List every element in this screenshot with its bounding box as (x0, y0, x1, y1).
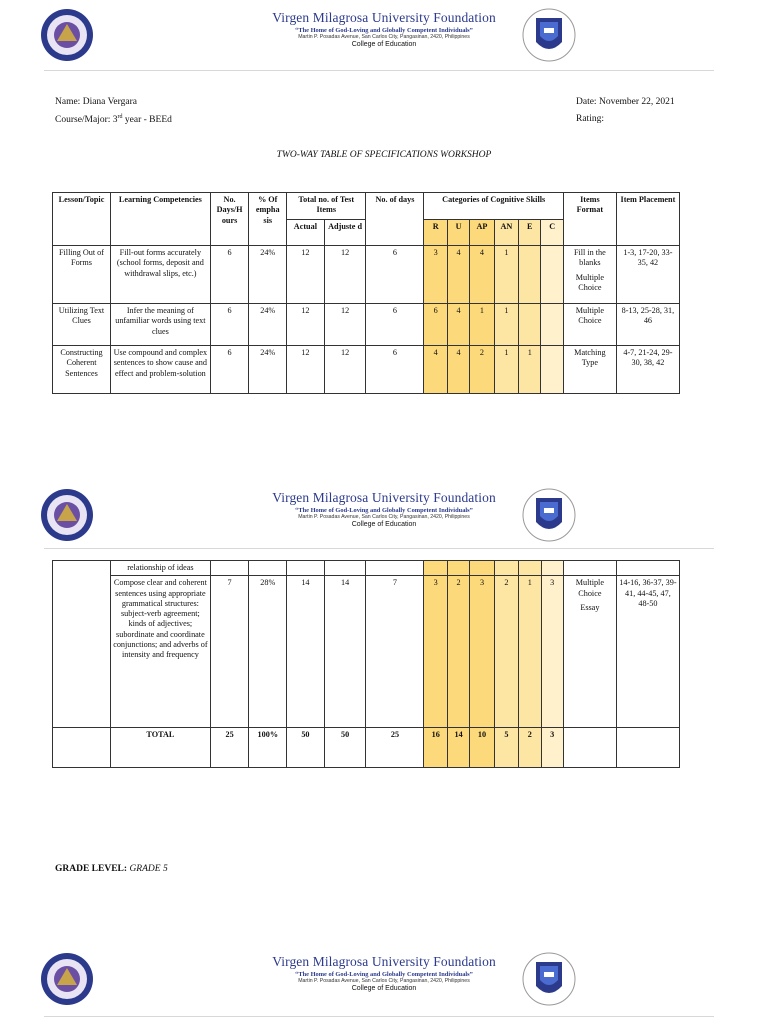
header-no-days: No. of days (366, 193, 424, 246)
student-name: Diana Vergara (82, 97, 137, 107)
college-name: College of Education (351, 985, 417, 992)
college-seal-icon (522, 486, 576, 544)
grade-level: GRADE LEVEL: GRADE 5 (55, 864, 168, 874)
header-skill-ap: AP (470, 220, 494, 246)
date-line: Date: November 22, 2021 (576, 97, 675, 107)
header-skill-u: U (447, 220, 469, 246)
header-competencies: Learning Competencies (111, 193, 211, 246)
specification-table-page1 (52, 192, 680, 394)
header-categories: Categories of Cognitive Skills (424, 193, 563, 220)
college-name: College of Education (351, 41, 417, 48)
header-adjusted: Adjuste d (324, 220, 366, 246)
university-address: Martin P. Posadas Avenue, San Carlos City, Pangasinan, 2420, Philippines (298, 514, 470, 520)
name-line: Name: Diana Vergara (55, 97, 137, 107)
total-label: TOTAL (111, 728, 211, 768)
college-seal-icon (522, 950, 576, 1008)
header-divider (44, 548, 714, 549)
total-row: TOTAL 25 100% 50 50 25 16 14 10 5 2 3 (53, 728, 680, 768)
page-header-3 (0, 944, 768, 1014)
header-total-items: Total no. of Test Items (287, 193, 366, 220)
header-skill-c: C (541, 220, 563, 246)
header-divider (44, 1016, 714, 1017)
university-motto: “The Home of God-Loving and Globally Competent Individuals” (295, 507, 473, 514)
page-header-1 (0, 0, 768, 70)
university-address: Martin P. Posadas Avenue, San Carlos City, Pangasinan, 2420, Philippines (298, 978, 470, 984)
document-title: TWO-WAY TABLE OF SPECIFICATIONS WORKSHOP (276, 150, 492, 160)
university-motto: “The Home of God-Loving and Globally Competent Individuals” (295, 971, 473, 978)
specification-table-page2 (52, 560, 680, 768)
date-value: November 22, 2021 (598, 97, 675, 107)
table-row: Filling Out of Forms Fill-out forms accurately (school forms, deposit and withdrawal slips, etc.) 6 24% 12 12 6 3 4 4 1 Fill in the blanks Multiple Choice 1-3, 17-20, 33-35, 42 (53, 246, 680, 304)
header-format: Items Format (563, 193, 616, 246)
header-skill-r: R (424, 220, 447, 246)
header-divider (44, 70, 714, 71)
header-skill-an: AN (494, 220, 518, 246)
table-row: Constructing Coherent Sentences Use compound and complex sentences to show cause and effect and problem-solution 6 24% 12 12 6 4 4 2 1 1 Matching Type 4-7, 21-24, 29-30, 38, 42 (53, 346, 680, 394)
table-row: relationship of ideas (53, 561, 680, 576)
header-skill-e: E (519, 220, 541, 246)
header-days-hours: No. Days/H ours (210, 193, 249, 246)
university-name: Virgen Milagrosa University Foundation (272, 490, 496, 505)
university-motto: “The Home of God-Loving and Globally Competent Individuals” (295, 27, 473, 34)
table-row: Compose clear and coherent sentences using appropriate grammatical structures: subject-verb agreement; kinds of adjectives; subordinate and coordinate conjunctions; and adverbs of intensity and frequency 7 28% 14 14 7 3 2 3 2 1 3 Multiple Choice Essay 14-16, 36-37, 39-41, 44-45, 47, 48-50 (53, 576, 680, 728)
page-header-2 (0, 480, 768, 550)
university-address: Martin P. Posadas Avenue, San Carlos City, Pangasinan, 2420, Philippines (298, 34, 470, 40)
grade-value: GRADE 5 (129, 864, 168, 874)
university-name: Virgen Milagrosa University Foundation (272, 954, 496, 969)
university-seal-icon (40, 8, 94, 62)
university-seal-icon (40, 952, 94, 1006)
college-seal-icon (522, 6, 576, 64)
table-row: Utilizing Text Clues Infer the meaning of unfamiliar words using text clues 6 24% 12 12 6 6 4 1 1 Multiple Choice 8-13, 25-28, 31, 46 (53, 304, 680, 346)
header-emphasis: % Of empha sis (249, 193, 287, 246)
university-name: Virgen Milagrosa University Foundation (272, 10, 496, 25)
header-actual: Actual (287, 220, 325, 246)
college-name: College of Education (351, 521, 417, 528)
header-placement: Item Placement (616, 193, 679, 246)
header-lesson: Lesson/Topic (53, 193, 111, 246)
course-line: Course/Major: 3rd year - BEEd (55, 114, 172, 126)
rating-line: Rating: (576, 114, 604, 124)
university-seal-icon (40, 488, 94, 542)
